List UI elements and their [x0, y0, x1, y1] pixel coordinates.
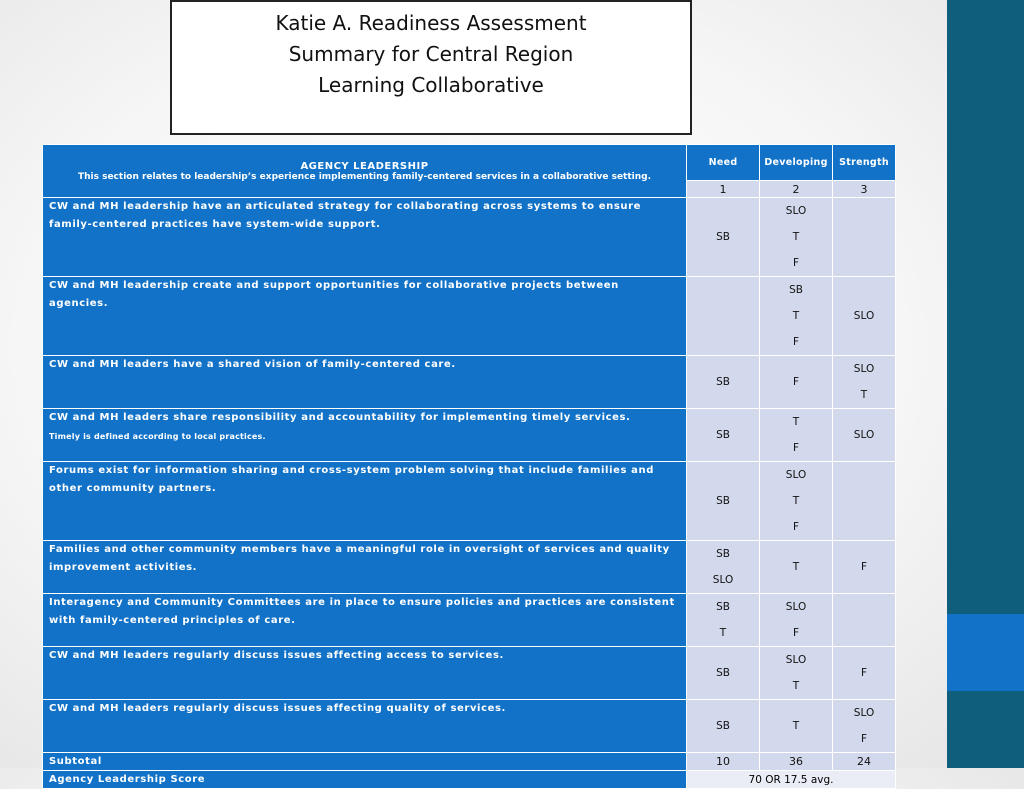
subtotal-strength: 24 [833, 753, 896, 771]
rating-code: SLO [853, 707, 875, 719]
rating-cell-strength [833, 198, 896, 277]
rating-code: F [792, 627, 800, 639]
title-box [170, 0, 692, 135]
rating-cell-need [687, 356, 760, 409]
criterion-cell [43, 277, 687, 356]
score-label: Agency Leadership Score [43, 771, 687, 789]
criterion-cell [43, 541, 687, 594]
rating-code: T [792, 231, 800, 243]
rating-code: T [792, 561, 800, 573]
criterion-text: CW and MH leadership create and support opportunities for collaborative projects between agencies. [49, 280, 619, 309]
rating-cell-strength [833, 594, 896, 647]
score-value: 70 OR 17.5 avg. [687, 771, 896, 789]
rating-code: SB [716, 720, 730, 732]
rating-cell-need [687, 409, 760, 462]
criterion-cell [43, 700, 687, 753]
rating-cell-developing [760, 462, 833, 541]
rating-code: SLO [853, 310, 875, 322]
table-row [43, 647, 896, 700]
score-row [43, 771, 896, 789]
criterion-cell [43, 594, 687, 647]
rating-cell-strength [833, 356, 896, 409]
criterion-text: CW and MH leadership have an articulated strategy for collaborating across systems to ensure family-centered practices have system-wide support. [49, 201, 642, 230]
rating-code: T [719, 627, 727, 639]
rating-cell-strength [833, 541, 896, 594]
section-title: AGENCY LEADERSHIP [300, 160, 429, 172]
criterion-text: Families and other community members have a meaningful role in oversight of services and quality improvement activities. [49, 544, 670, 573]
column-number-need: 1 [687, 181, 760, 198]
criterion-text: CW and MH leaders share responsibility and accountability for implementing timely services. [49, 412, 631, 423]
rating-code: SLO [853, 363, 875, 375]
assessment-table [42, 144, 896, 789]
subtotal-label: Subtotal [43, 753, 687, 771]
rating-code: F [792, 442, 800, 454]
table-row [43, 700, 896, 753]
rating-code: F [860, 667, 868, 679]
criterion-text: CW and MH leaders regularly discuss issues affecting access to services. [49, 650, 504, 661]
rating-code: SLO [785, 205, 807, 217]
section-header [43, 145, 687, 198]
column-number-developing: 2 [760, 181, 833, 198]
rating-code: T [792, 495, 800, 507]
rating-cell-need [687, 541, 760, 594]
rating-code: F [792, 257, 800, 269]
section-description: This section relates to leadership’s experience implementing family-centered services in a collaborative setting. [77, 171, 652, 182]
title-line-2: Summary for Central Region [288, 42, 574, 66]
criterion-text: Interagency and Community Committees are in place to ensure policies and practices are consistent with family-centered principles of care. [49, 597, 675, 626]
rating-cell-developing [760, 700, 833, 753]
rating-code: T [860, 389, 868, 401]
rating-cell-strength [833, 700, 896, 753]
rating-cell-need [687, 700, 760, 753]
rating-cell-developing [760, 409, 833, 462]
column-header-developing: Developing [760, 145, 833, 181]
table-row [43, 409, 896, 462]
criterion-cell [43, 198, 687, 277]
rating-cell-strength [833, 647, 896, 700]
rating-cell-strength [833, 277, 896, 356]
rating-code: F [792, 521, 800, 533]
rating-cell-developing [760, 594, 833, 647]
side-bar-accent [947, 614, 1024, 691]
criterion-cell [43, 356, 687, 409]
title-line-1: Katie A. Readiness Assessment [275, 11, 587, 35]
column-header-strength: Strength [833, 145, 896, 181]
rating-code: F [792, 376, 800, 388]
rating-code: T [792, 416, 800, 428]
column-number-strength: 3 [833, 181, 896, 198]
rating-cell-need [687, 647, 760, 700]
rating-code: SB [716, 667, 730, 679]
table-row [43, 462, 896, 541]
rating-code: SB [716, 601, 730, 613]
rating-cell-strength [833, 409, 896, 462]
rating-code: SB [716, 429, 730, 441]
rating-code: SB [716, 495, 730, 507]
rating-cell-developing [760, 647, 833, 700]
subtotal-developing: 36 [760, 753, 833, 771]
rating-code: T [792, 680, 800, 692]
rating-cell-strength [833, 462, 896, 541]
rating-code: SB [716, 231, 730, 243]
rating-cell-need [687, 277, 760, 356]
rating-code: T [792, 310, 800, 322]
criterion-text: CW and MH leaders have a shared vision of family-centered care. [49, 359, 456, 370]
criterion-text: CW and MH leaders regularly discuss issues affecting quality of services. [49, 703, 506, 714]
rating-code: SLO [785, 654, 807, 666]
rating-code: SLO [712, 574, 734, 586]
rating-cell-need [687, 594, 760, 647]
table-row [43, 277, 896, 356]
rating-cell-need [687, 198, 760, 277]
rating-cell-developing [760, 277, 833, 356]
rating-code: SLO [785, 469, 807, 481]
criterion-note: Timely is defined according to local practices. [49, 432, 266, 441]
rating-cell-need [687, 462, 760, 541]
table-row [43, 356, 896, 409]
rating-code: T [792, 720, 800, 732]
criterion-text: Forums exist for information sharing and cross-system problem solving that include families and other community partners. [49, 465, 654, 494]
table-row [43, 594, 896, 647]
title-line-3: Learning Collaborative [318, 73, 544, 97]
subtotal-need: 10 [687, 753, 760, 771]
column-header-need: Need [687, 145, 760, 181]
rating-code: SB [716, 376, 730, 388]
rating-code: SLO [785, 601, 807, 613]
rating-code: F [860, 733, 868, 745]
rating-cell-developing [760, 356, 833, 409]
criterion-cell [43, 647, 687, 700]
criterion-cell [43, 409, 687, 462]
rating-cell-developing [760, 198, 833, 277]
table-row [43, 541, 896, 594]
rating-code: F [792, 336, 800, 348]
rating-cell-developing [760, 541, 833, 594]
criterion-cell [43, 462, 687, 541]
rating-code: F [860, 561, 868, 573]
rating-code: SB [789, 284, 803, 296]
table-row [43, 198, 896, 277]
rating-code: SB [716, 548, 730, 560]
rating-code: SLO [853, 429, 875, 441]
